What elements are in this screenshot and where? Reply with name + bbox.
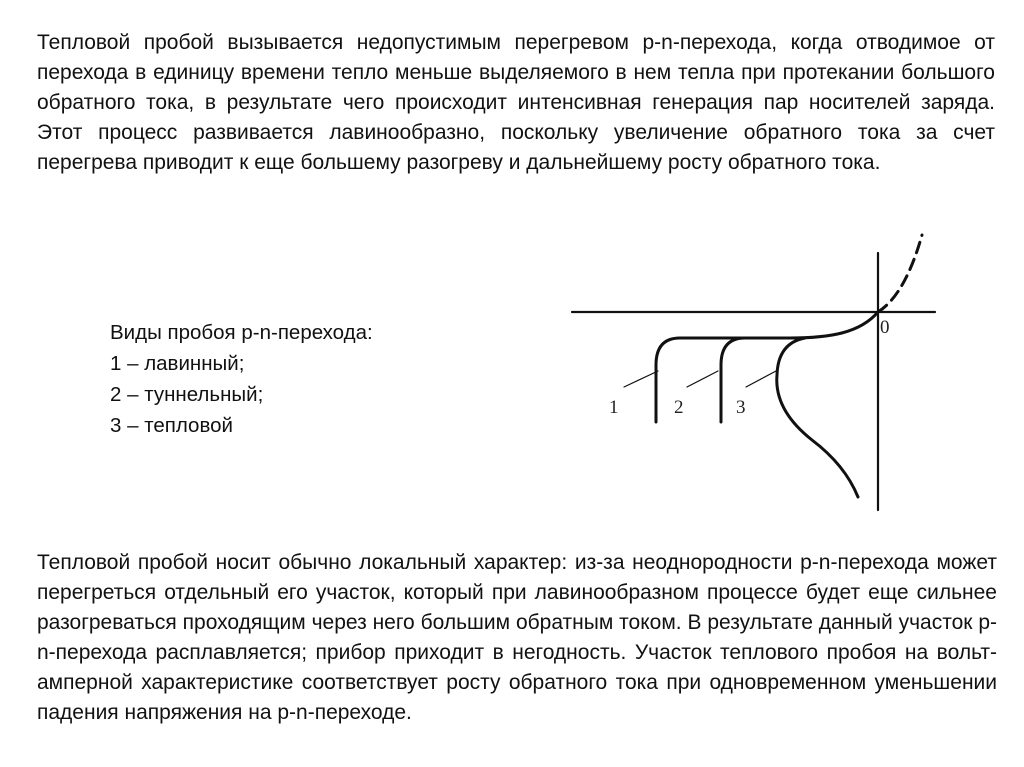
reverse-branch-common xyxy=(680,312,878,338)
breakdown-types-legend xyxy=(110,317,373,441)
legend-item-tunnel: 2 – туннельный; xyxy=(110,383,264,406)
pointer-line-1 xyxy=(624,371,658,387)
pointer-line-3 xyxy=(746,371,776,387)
curve-label-3: 3 xyxy=(736,397,746,418)
intro-paragraph: Тепловой пробой вызывается недопустимым перегревом p-n-перехода, когда отводимое от перехода в единицу времени тепло меньше выделяемого в нем тепла при протекании большого обратного тока, в результате чего происходит интенсивная генерация пар носителей заряда. Этот процесс развивается лавинообразно, поскольку увеличение обратного тока за счет перегрева приводит к еще большему разогреву и дальнейшему росту обратного тока. xyxy=(37,31,995,174)
thermal-breakdown-paragraph: Тепловой пробой носит обычно локальный характер: из-за неоднородности p-n-перехода может перегреться отдельный его участок, который при лавинообразном процессе будет еще сильнее разогреваться проходящим через него большим обратным током. В результате данный участок p-n-перехода расплавляется; прибор приходит в негодность. Участок теплового пробоя на вольт-амперной характеристике соответствует росту обратного тока при одновременном уменьшении падения напряжения на p-n-переходе. xyxy=(37,551,997,724)
legend-item-thermal: 3 – тепловой xyxy=(110,414,233,437)
curve-label-1: 1 xyxy=(609,397,619,418)
curve-thermal xyxy=(777,338,858,497)
curve-label-2: 2 xyxy=(674,397,684,418)
legend-item-avalanche: 1 – лавинный; xyxy=(110,352,245,375)
forward-branch-dashed xyxy=(878,235,922,312)
origin-label: 0 xyxy=(880,317,890,338)
legend-title: Виды пробоя p-n-перехода: xyxy=(110,321,373,344)
iv-characteristic-diagram xyxy=(560,225,960,525)
pointer-line-2 xyxy=(687,371,718,387)
